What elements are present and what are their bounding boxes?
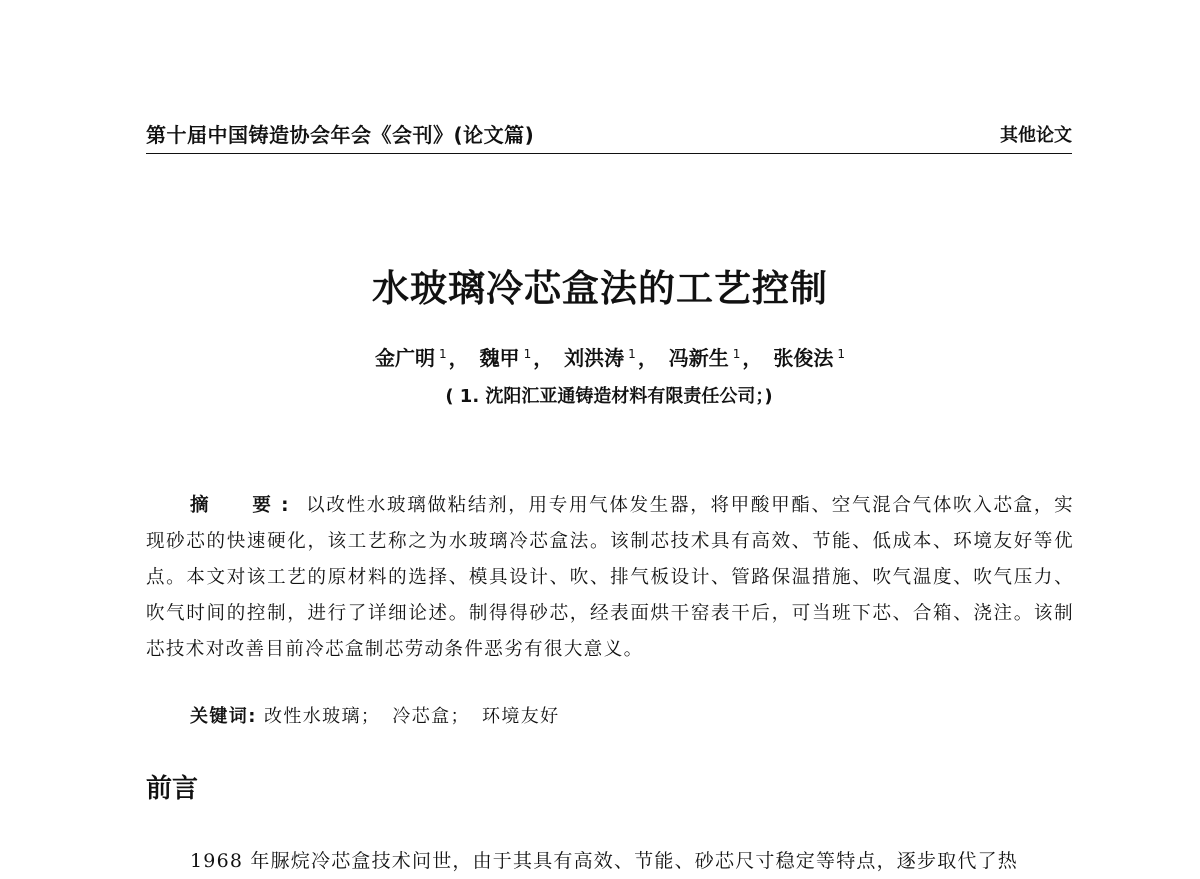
keyword: 改性水玻璃； — [263, 706, 381, 727]
keywords — [190, 702, 560, 728]
section-label: 其他论文 — [1000, 125, 1072, 146]
author-list — [0, 342, 1200, 371]
keyword: 环境友好 — [481, 706, 560, 727]
keyword: 冷芯盒； — [392, 706, 470, 727]
abstract-label: 摘 要: — [190, 495, 299, 516]
author: 金广明 $^1$ — [374, 346, 447, 370]
abstract — [146, 488, 1074, 668]
affiliation: ( 1. 沈阳汇亚通铸造材料有限责任公司；) — [445, 386, 773, 407]
running-header — [146, 119, 1072, 154]
section-heading: 前言 — [146, 774, 199, 804]
author: 冯新生 $^1$ — [668, 346, 741, 370]
abstract-text: 以改性水玻璃做粘结剂，用专用气体发生器，将甲酸甲酯、空气混合气体吹入芯盒，实现砂芯的快速硬化，该工艺称之为水玻璃冷芯盒法。该制芯技术具有高效、节能、低成本、环境友好等优点。本文对该工艺的原材料的选择、模具设计、吹、排气板设计、管路保温措施、吹气温度、吹气压力、吹气时间的控制，进行了详细论述。制得得砂芯，经表面烘干窑表干后，可当班下芯、合箱、浇注。该制芯技术对改善目前冷芯盒制芯劳动条件恶劣有很大意义。 — [146, 495, 1075, 660]
journal-name: 第十届中国铸造协会年会《会刊》(论文篇) — [146, 123, 535, 147]
keywords-label: 关键词: — [190, 706, 257, 727]
paper-title: 水玻璃冷芯盒法的工艺控制 — [372, 267, 828, 310]
author-separator: ， — [448, 346, 469, 370]
author-separator: ， — [637, 346, 658, 370]
author: 刘洪涛 $^1$ — [564, 346, 636, 370]
intro-paragraph: 1968 年脲烷冷芯盒技术问世，由于其具有高效、节能、砂芯尺寸稳定等特点，逐步取代了热 — [190, 850, 1018, 872]
author-separator: ， — [533, 346, 554, 370]
author: 张俊法 $^1$ — [773, 346, 846, 370]
author-separator: ， — [742, 346, 763, 370]
author: 魏甲 $^1$ — [479, 346, 532, 370]
